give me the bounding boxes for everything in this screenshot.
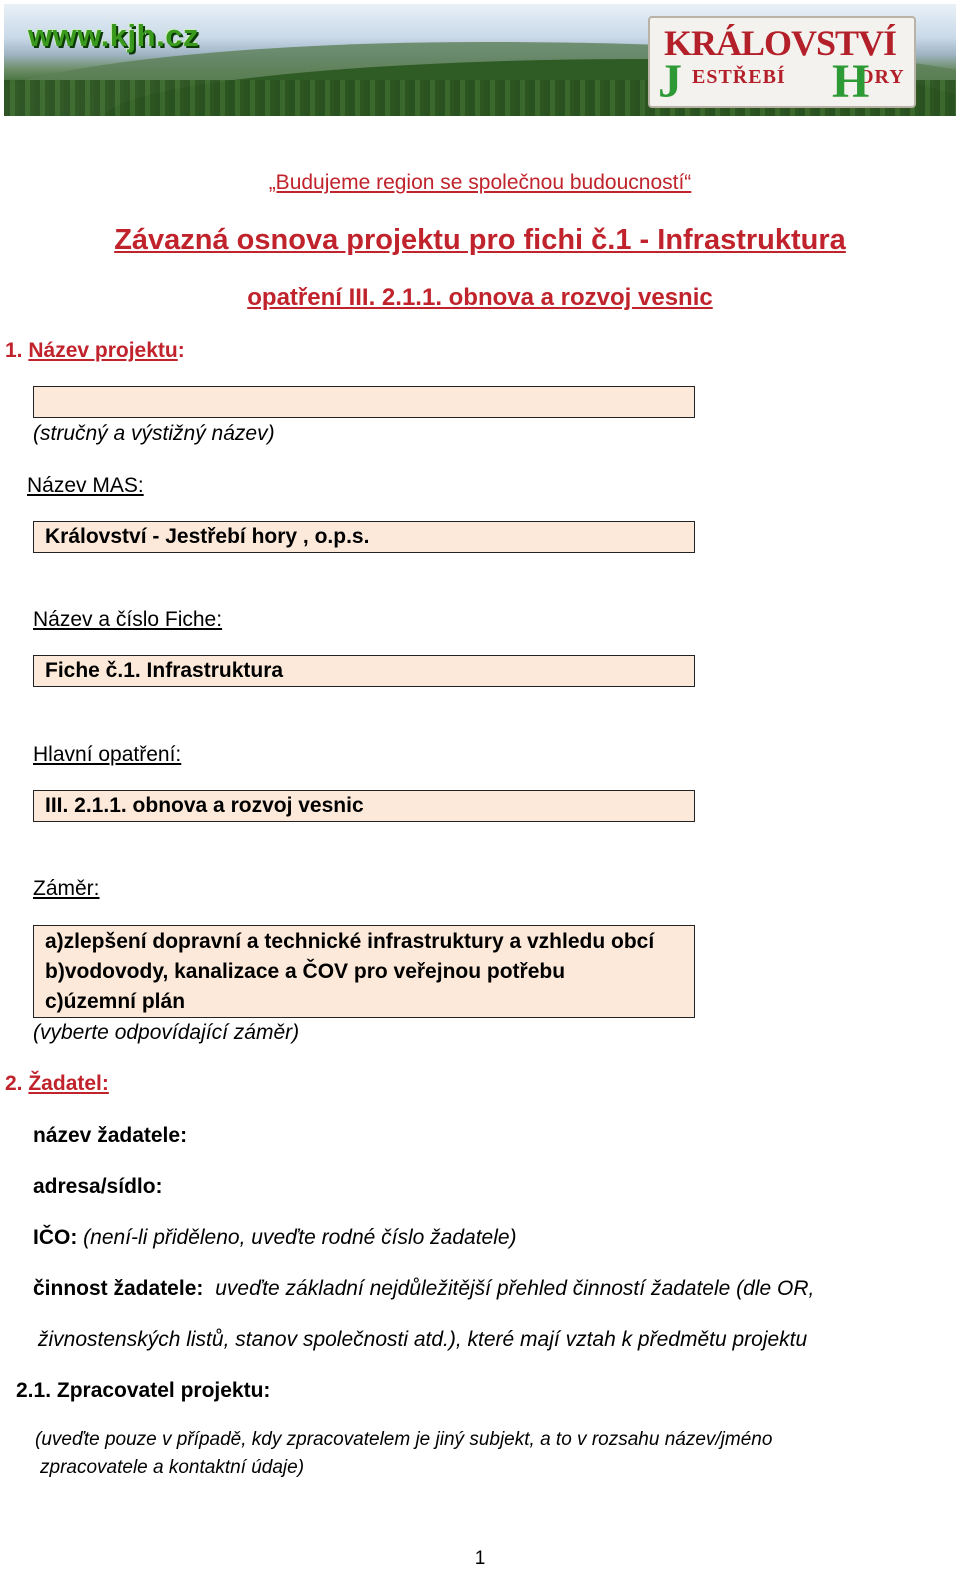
intent-option-c[interactable]: c)územní plán: [45, 990, 186, 1013]
logo-line-1: KRÁLOVSTVÍ: [664, 23, 897, 63]
ico-hint: (není-li přiděleno, uveďte rodné číslo žadatele): [83, 1226, 517, 1249]
page-number: 1: [474, 1548, 486, 1569]
ico-label: IČO:: [33, 1226, 78, 1249]
fiche-field[interactable]: Fiche č.1. Infrastruktura: [33, 655, 695, 687]
site-url[interactable]: www.kjh.cz: [28, 18, 199, 53]
section-1-label: Název projektu: [28, 339, 178, 362]
motto: „Budujeme region se společnou budoucností“: [268, 171, 692, 194]
activity-hint-1: uveďte základní nejdůležitější přehled činností žadatele (dle OR,: [215, 1277, 815, 1300]
logo-letter-h: H: [832, 55, 870, 108]
mas-logo: [648, 16, 916, 108]
fiche-label: Název a číslo Fiche:: [33, 608, 223, 631]
applicant-name-label: název žadatele:: [33, 1124, 188, 1147]
section-1-heading: [5, 338, 185, 364]
intent-hint: (vyberte odpovídající záměr): [33, 1021, 300, 1044]
measure-field[interactable]: III. 2.1.1. obnova a rozvoj vesnic: [33, 790, 695, 822]
intent-option-b[interactable]: b)vodovody, kanalizace a ČOV pro veřejnou potřebu: [45, 960, 566, 983]
logo-word-ory: ORY: [858, 66, 905, 88]
section-2-1-heading: 2.1. Zpracovatel projektu:: [16, 1379, 271, 1402]
page-title: Závazná osnova projektu pro fichi č.1 - Infrastruktura: [114, 224, 846, 256]
section-2-number: 2.: [5, 1072, 23, 1095]
ico-row: [33, 1225, 517, 1251]
mas-field[interactable]: Království - Jestřebí hory , o.p.s.: [33, 521, 695, 553]
activity-label: činnost žadatele:: [33, 1277, 204, 1300]
mas-label: Název MAS:: [27, 474, 144, 497]
measure-label: Hlavní opatření:: [33, 743, 182, 766]
intent-label: Záměr:: [33, 877, 100, 900]
activity-hint-2: živnostenských listů, stanov společnosti atd.), které mají vztah k předmětu projektu: [38, 1328, 808, 1351]
header-banner: [4, 4, 956, 116]
section-1-number: 1.: [5, 339, 23, 362]
activity-row: [33, 1276, 814, 1302]
section-2-label: Žadatel:: [28, 1072, 109, 1095]
section-2-heading: [5, 1071, 109, 1097]
applicant-address-label: adresa/sídlo:: [33, 1175, 163, 1198]
intent-option-a[interactable]: a)zlepšení dopravní a technické infrastruktury a vzhledu obcí: [45, 930, 655, 953]
page-subtitle: opatření III. 2.1.1. obnova a rozvoj vesnic: [247, 284, 713, 311]
processor-hint-2: zpracovatele a kontaktní údaje): [40, 1457, 305, 1478]
logo-letter-j: J: [658, 55, 682, 108]
processor-hint-1: (uveďte pouze v případě, kdy zpracovatelem je jiný subjekt, a to v rozsahu název/jméno: [35, 1429, 773, 1450]
logo-word-estrebi: ESTŘEBÍ: [692, 66, 786, 88]
project-name-field[interactable]: [33, 386, 695, 418]
section-1-colon: :: [177, 339, 185, 362]
intent-field[interactable]: [33, 925, 695, 1018]
project-name-hint: (stručný a výstižný název): [33, 422, 275, 445]
